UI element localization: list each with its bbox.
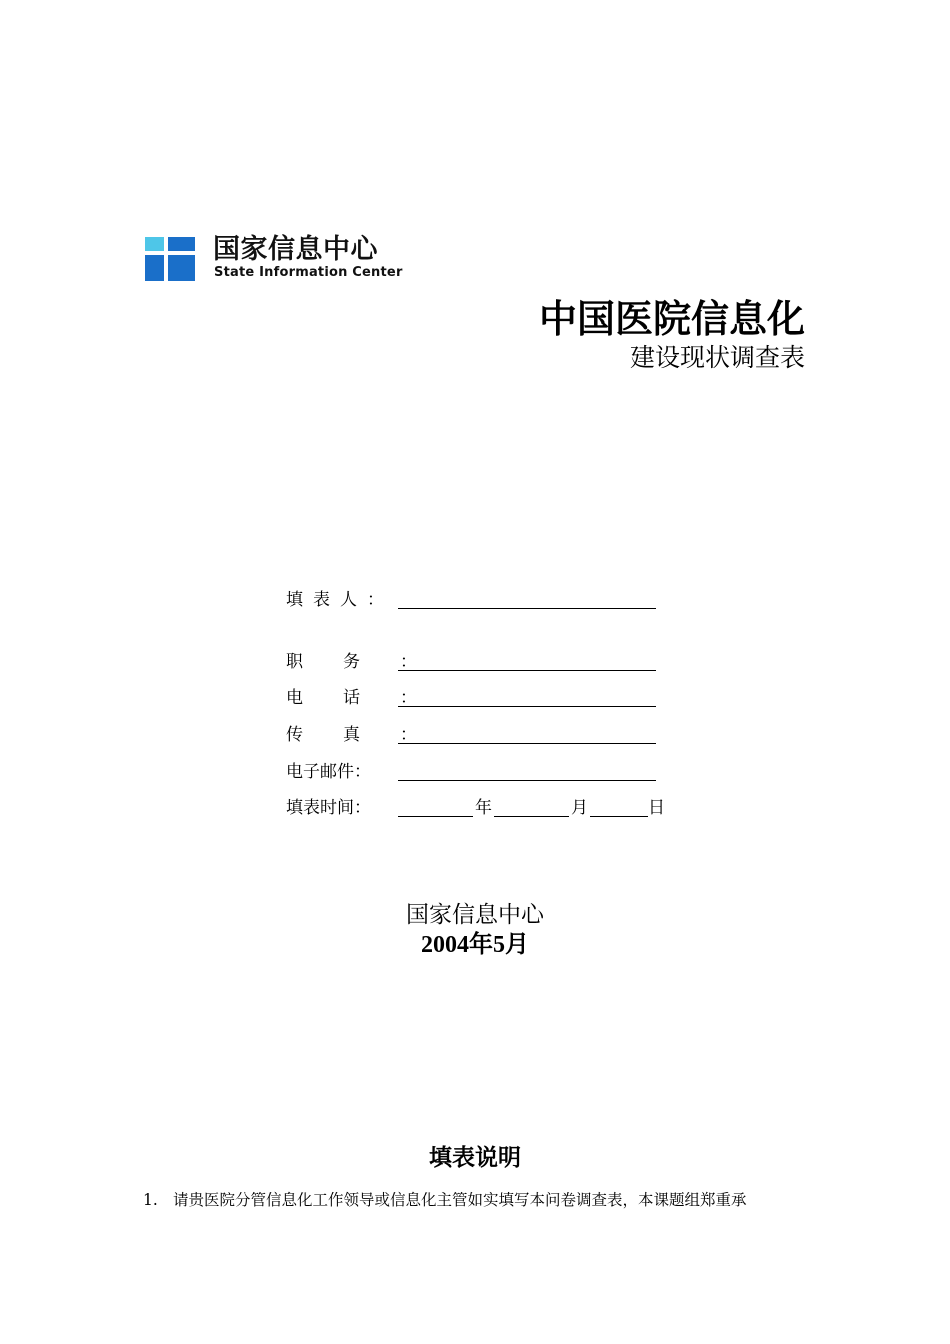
position-blank[interactable] xyxy=(398,670,656,671)
title-main: 中国医院信息化 xyxy=(538,297,805,341)
phone-blank[interactable] xyxy=(398,706,656,707)
sic-logo-icon xyxy=(145,237,195,281)
email-blank[interactable] xyxy=(398,780,656,781)
state-information-center-logo xyxy=(145,235,415,285)
month-blank[interactable] xyxy=(494,816,569,817)
day-blank[interactable] xyxy=(590,816,648,817)
instructions-heading: 填表说明 xyxy=(429,1145,521,1171)
year-unit: 年 xyxy=(475,798,492,818)
logo-org-name-cn: 国家信息中心 xyxy=(213,234,378,265)
date-label: 填表时间： xyxy=(286,798,371,818)
month-unit: 月 xyxy=(571,798,588,818)
issue-date: 2004年5月 xyxy=(421,932,529,958)
year-blank[interactable] xyxy=(398,816,473,817)
document-title xyxy=(539,295,805,373)
day-unit: 日 xyxy=(648,798,665,818)
filler-label: 填表人： xyxy=(286,590,394,610)
email-label: 电子邮件： xyxy=(286,762,371,782)
issuer-org: 国家信息中心 xyxy=(406,902,544,928)
fax-blank[interactable] xyxy=(398,743,656,744)
title-sub: 建设现状调查表 xyxy=(629,343,805,372)
filler-blank[interactable] xyxy=(398,608,656,609)
instruction-number: 1. xyxy=(143,1191,158,1209)
logo-org-name-en: State Information Center xyxy=(214,265,403,280)
instruction-text: 请贵医院分管信息化工作领导或信息化主管如实填写本问卷调查表，本课题组郑重承 xyxy=(173,1191,747,1209)
position-label: 职务： xyxy=(286,652,457,672)
fax-label: 传真： xyxy=(286,725,457,745)
phone-label: 电话： xyxy=(286,688,457,708)
issuer-block xyxy=(0,900,950,960)
instruction-item xyxy=(143,1188,747,1212)
